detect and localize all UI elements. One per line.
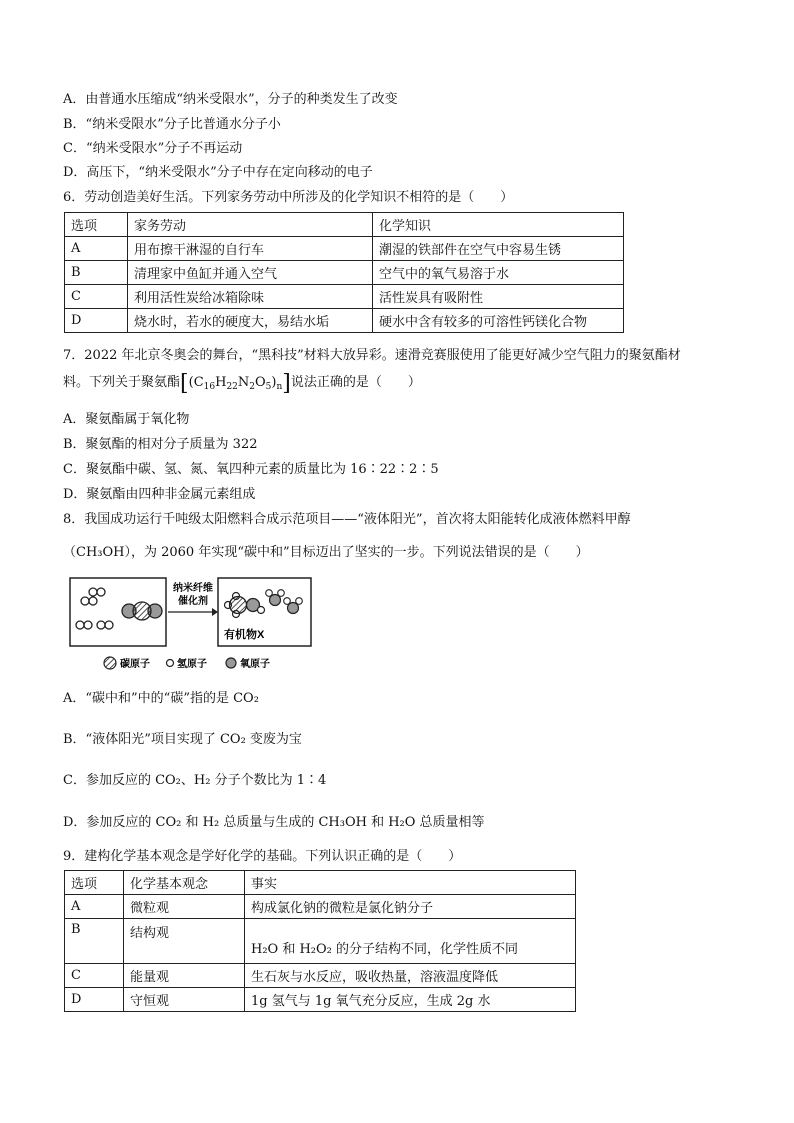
q7-option-c: C．聚氨酯中碳、氢、氮、氧四种元素的质量比为 16∶22∶2∶5 <box>63 462 439 477</box>
table-cell: H₂O 和 H₂O₂ 的分子结构不同，化学性质不同 <box>245 919 576 964</box>
table-row <box>65 895 576 919</box>
table-cell: D <box>65 309 128 333</box>
q7-option-b: B．聚氨酯的相对分子质量为 322 <box>63 437 258 452</box>
table-header-row <box>65 213 624 237</box>
table-cell: C <box>65 285 128 309</box>
q8-stem-line2: （CH₃OH），为 2060 年实现“碳中和”目标迈出了坚实的一步。下列说法错误的是（ ） <box>63 545 589 560</box>
q7-option-a: A．聚氨酯属于氧化物 <box>63 412 190 427</box>
table-row <box>65 919 576 964</box>
water-molecules <box>266 590 303 614</box>
table-header-cell: 化学基本观念 <box>124 871 245 895</box>
q5-option-a: A．由普通水压缩成“纳米受限水”，分子的种类发生了改变 <box>63 92 398 107</box>
hydrogen-molecules-left <box>76 588 113 629</box>
table-cell: 活性炭具有吸附性 <box>373 285 624 309</box>
reaction-diagram <box>68 574 328 674</box>
q8-option-b: B．“液体阳光”项目实现了 CO₂ 变废为宝 <box>63 732 302 747</box>
table-row <box>65 237 624 261</box>
table-cell: B <box>65 919 124 964</box>
q7-stem-line2 <box>63 371 421 396</box>
table-cell: 用布擦干淋湿的自行车 <box>128 237 373 261</box>
methanol-molecule <box>225 593 265 618</box>
q5-option-c: C．“纳米受限水”分子不再运动 <box>63 141 243 156</box>
table-header-cell: 事实 <box>245 871 576 895</box>
polyurethane-formula: $[(C_{16}H_{22}N_2O_5)_n]$ <box>180 371 291 396</box>
table-row <box>65 261 624 285</box>
table-header-cell: 选项 <box>65 871 124 895</box>
q9-table <box>64 870 576 1012</box>
diagram-legend <box>104 657 270 670</box>
table-cell: 结构观 <box>124 919 245 964</box>
q7-stem-line2-pre: 料。下列关于聚氨酯 <box>63 375 181 390</box>
q7-stem-line2-post: 说法正确的是（ ） <box>290 375 421 390</box>
legend-hydrogen: 氢原子 <box>177 659 207 670</box>
q6-stem: 6．劳动创造美好生活。下列家务劳动中所涉及的化学知识不相符的是（ ） <box>63 190 514 205</box>
q8-stem-line1: 8．我国成功运行千吨级太阳燃料合成示范项目——“液体阳光”，首次将太阳能转化成液体燃料甲醇 <box>63 512 631 527</box>
table-cell: 生石灰与水反应，吸收热量，溶液温度降低 <box>245 964 576 988</box>
q6-table <box>64 212 624 333</box>
table-cell: B <box>65 261 128 285</box>
table-cell: 潮湿的铁部件在空气中容易生锈 <box>373 237 624 261</box>
table-cell: 利用活性炭给冰箱除味 <box>128 285 373 309</box>
table-header-cell: 选项 <box>65 213 128 237</box>
table-cell: D <box>65 988 124 1012</box>
table-cell: 构成氯化钠的微粒是氯化钠分子 <box>245 895 576 919</box>
table-header-cell: 化学知识 <box>373 213 624 237</box>
table-cell: 空气中的氧气易溶于水 <box>373 261 624 285</box>
table-cell: A <box>65 237 128 261</box>
table-cell: 烧水时，若水的硬度大，易结水垢 <box>128 309 373 333</box>
table-cell: 守恒观 <box>124 988 245 1012</box>
table-row <box>65 285 624 309</box>
table-header-cell: 家务劳动 <box>128 213 373 237</box>
co2-molecule <box>122 602 162 620</box>
table-cell: 微粒观 <box>124 895 245 919</box>
catalyst-label-2: 催化剂 <box>178 596 208 607</box>
table-cell: 硬水中含有较多的可溶性钙镁化合物 <box>373 309 624 333</box>
legend-carbon: 碳原子 <box>120 659 150 670</box>
q8-option-c: C．参加反应的 CO₂、H₂ 分子个数比为 1∶4 <box>63 773 327 788</box>
legend-oxygen: 氧原子 <box>240 659 270 670</box>
q7-option-d: D．聚氨酯由四种非金属元素组成 <box>63 487 256 502</box>
q8-option-a: A．“碳中和”中的“碳”指的是 CO₂ <box>63 691 259 706</box>
table-row <box>65 309 624 333</box>
table-cell: 清理家中鱼缸并通入空气 <box>128 261 373 285</box>
table-cell: A <box>65 895 124 919</box>
table-row <box>65 988 576 1012</box>
q5-option-b: B．“纳米受限水”分子比普通水分子小 <box>63 117 281 132</box>
table-header-row <box>65 871 576 895</box>
table-cell: 1g 氢气与 1g 氧气充分反应，生成 2g 水 <box>245 988 576 1012</box>
table-cell: 能量观 <box>124 964 245 988</box>
q8-option-d: D．参加反应的 CO₂ 和 H₂ 总质量与生成的 CH₃OH 和 H₂O 总质量相等 <box>63 815 485 830</box>
product-label: 有机物X <box>224 629 265 641</box>
table-row <box>65 964 576 988</box>
q5-option-d: D．高压下，“纳米受限水”分子中存在定向移动的电子 <box>63 165 373 180</box>
q9-stem: 9．建构化学基本观念是学好化学的基础。下列认识正确的是（ ） <box>63 849 462 864</box>
q7-stem-line1: 7．2022 年北京冬奥会的舞台，“黑科技”材料大放异彩。速滑竞赛服使用了能更好减少空气阻力的聚氨酯材 <box>63 348 681 363</box>
catalyst-label-1: 纳米纤维 <box>173 583 213 594</box>
table-cell: C <box>65 964 124 988</box>
